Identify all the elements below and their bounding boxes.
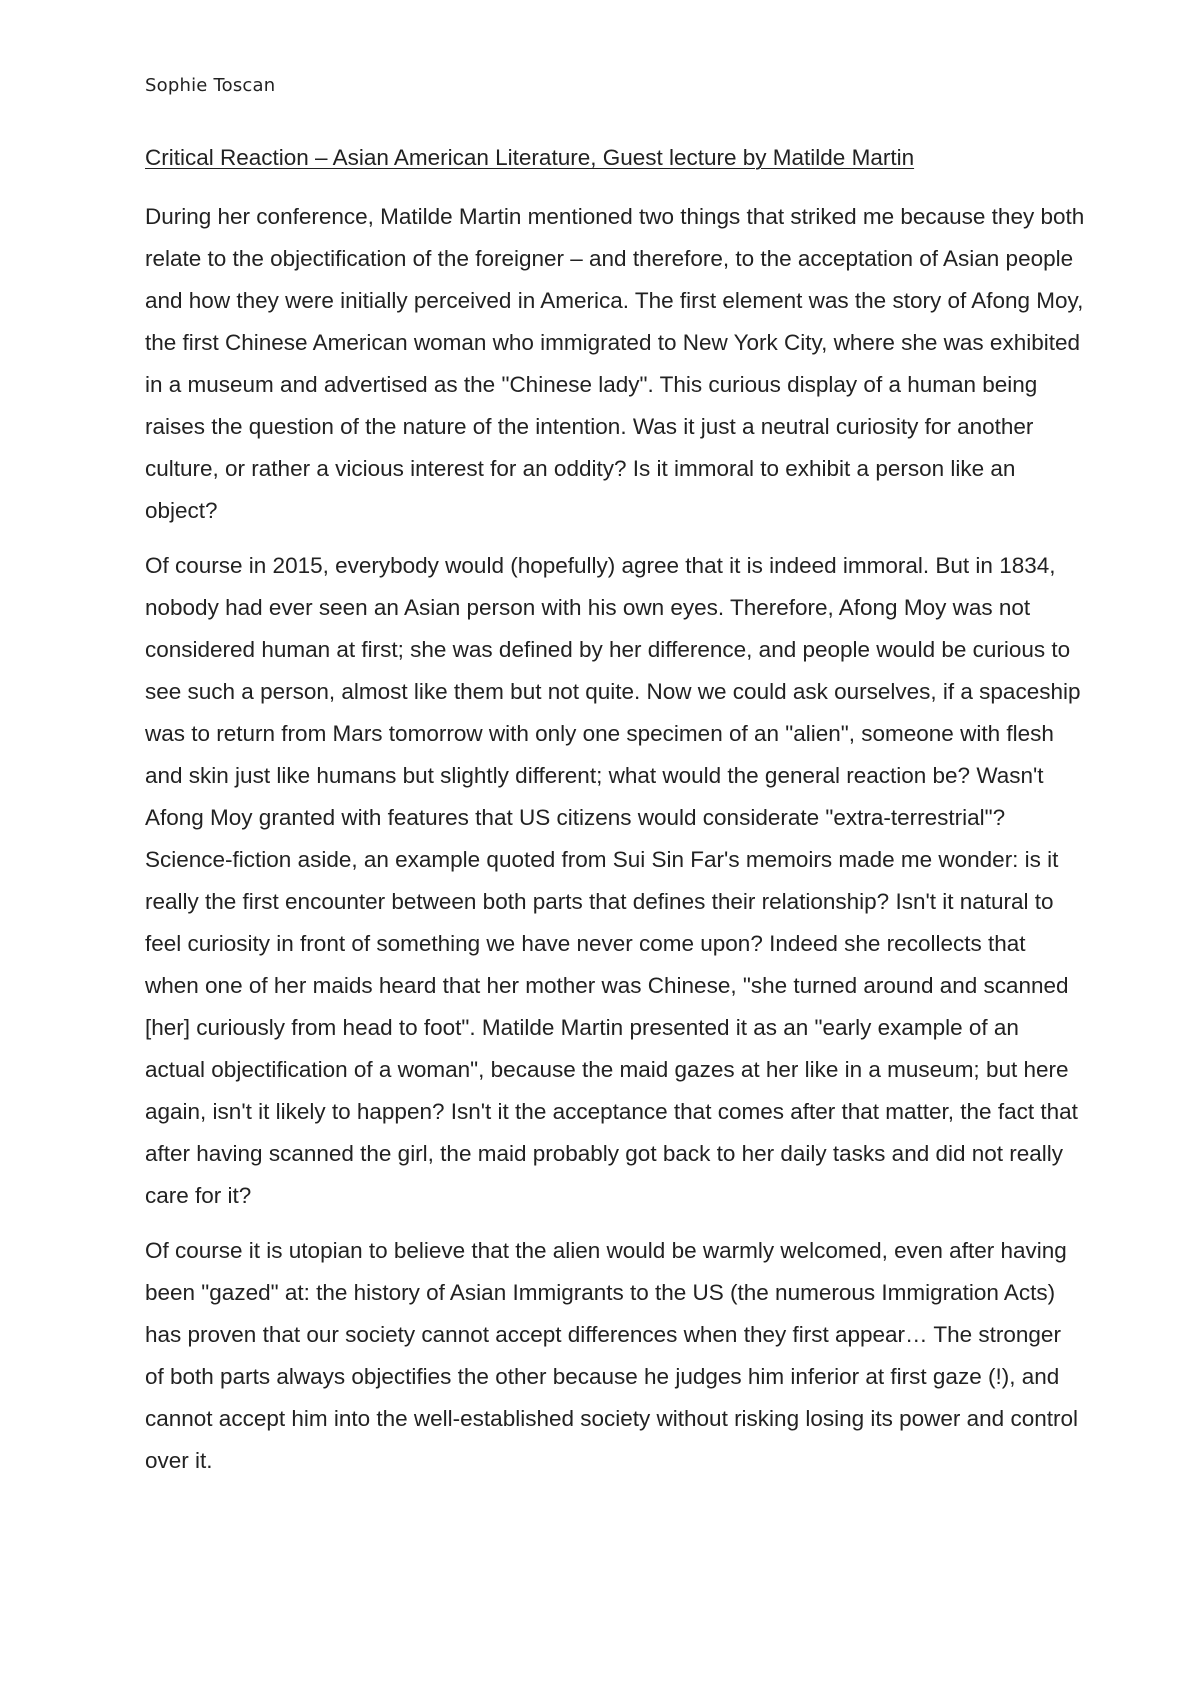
author-name: Sophie Toscan bbox=[145, 75, 276, 96]
document-title: Critical Reaction – Asian American Literature, Guest lecture by Matilde Martin bbox=[145, 145, 915, 170]
document-body bbox=[145, 140, 1085, 1495]
paragraph-3: Of course it is utopian to believe that the alien would be warmly welcomed, even after having been "gazed" at: the history of Asian Immigrants to the US (the numerous Immigration Acts) has proven that our society cannot accept differences when they first appear… The stronger of both parts always objectifies the other because he judges him inferior at first gaze (!), and cannot accept him into the well-established society without risking losing its power and control over it. bbox=[145, 1238, 1078, 1473]
paragraph-1: During her conference, Matilde Martin mentioned two things that striked me because they both relate to the objectification of the foreigner – and therefore, to the acceptation of Asian people and how they were initially perceived in America. The first element was the story of Afong Moy, the first Chinese American woman who immigrated to New York City, where she was exhibited in a museum and advertised as the "Chinese lady". This curious display of a human being raises the question of the nature of the intention. Was it just a neutral curiosity for another culture, or rather a vicious interest for an oddity? Is it immoral to exhibit a person like an object? bbox=[145, 204, 1085, 523]
paragraph-2: Of course in 2015, everybody would (hopefully) agree that it is indeed immoral. But in 1834, nobody had ever seen an Asian person with his own eyes. Therefore, Afong Moy was not considered human at first; she was defined by her difference, and people would be curious to see such a person, almost like them but not quite. Now we could ask ourselves, if a spaceship was to return from Mars tomorrow with only one specimen of an "alien", someone with flesh and skin just like humans but slightly different; what would the general reaction be? Wasn't Afong Moy granted with features that US citizens would considerate "extra-terrestrial"? Science-fiction aside, an example quoted from Sui Sin Far's memoirs made me wonder: is it really the first encounter between both parts that defines their relationship? Isn't it natural to feel curiosity in front of something we have never come upon? Indeed she recollects that when one of her maids heard that her mother was Chinese, "she turned around and scanned [her] curiously from head to foot". Matilde Martin presented it as an "early example of an actual objectification of a woman", because the maid gazes at her like in a museum; but here again, isn't it likely to happen? Isn't it the acceptance that comes after that matter, the fact that after having scanned the girl, the maid probably got back to her daily tasks and did not really care for it? bbox=[145, 553, 1081, 1208]
